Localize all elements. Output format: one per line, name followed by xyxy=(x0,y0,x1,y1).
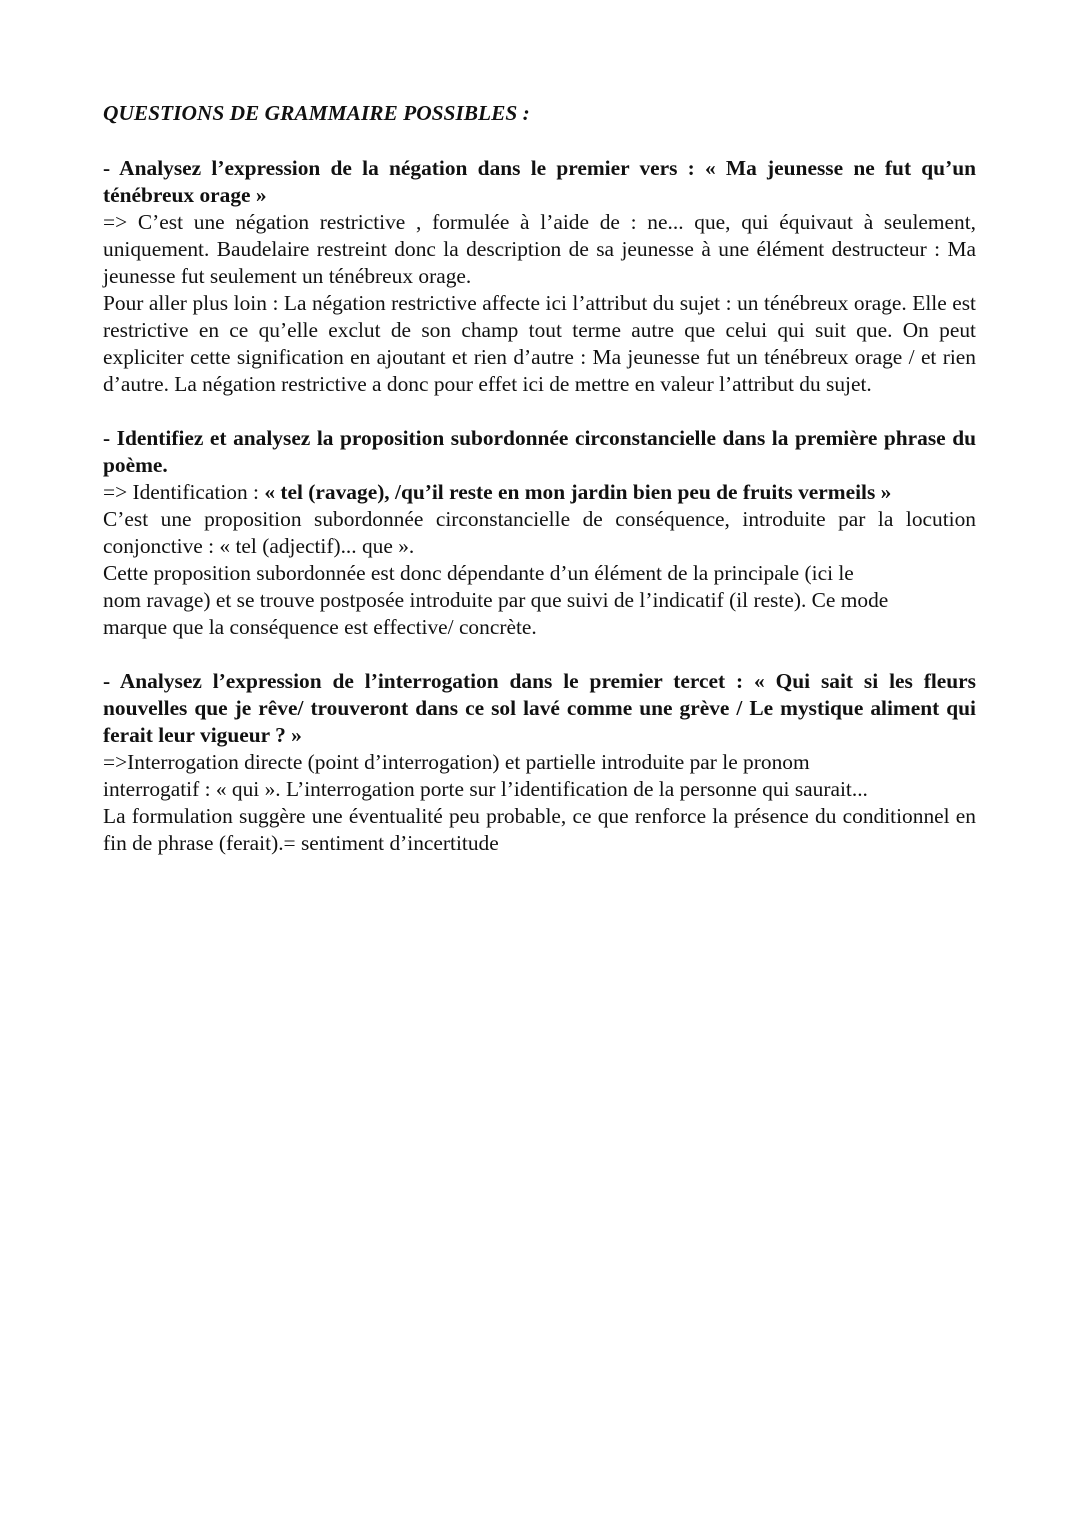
answer-paragraph: => C’est une négation restrictive , formulée à l’aide de : ne... que, qui équivaut à seulement, uniquement. Baudelaire restreint donc la description de sa jeunesse à une élément destructeur : Ma jeunesse fut seulement un ténébreux orage. xyxy=(103,210,976,288)
answer-line: Cette proposition subordonnée est donc dépendante d’un élément de la principale (ici le xyxy=(103,561,854,585)
answer-paragraph: La formulation suggère une éventualité peu probable, ce que renforce la présence du conditionnel en fin de phrase (ferait).= sentiment d’incertitude xyxy=(103,804,976,855)
identification-line xyxy=(103,479,976,506)
answer-line: nom ravage) et se trouve postposée introduite par que suivi de l’indicatif (il reste). Ce mode xyxy=(103,588,889,612)
answer-line: =>Interrogation directe (point d’interrogation) et partielle introduite par le pronom xyxy=(103,750,810,774)
answer-paragraph: C’est une proposition subordonnée circonstancielle de conséquence, introduite par la locution conjonctive : « tel (adjectif)... que ». xyxy=(103,507,976,558)
identification-value: « tel (ravage), /qu’il reste en mon jardin bien peu de fruits vermeils » xyxy=(264,480,892,504)
document-title: QUESTIONS DE GRAMMAIRE POSSIBLES : xyxy=(103,101,530,125)
answer-line: interrogatif : « qui ». L’interrogation porte sur l’identification de la personne qui saurait... xyxy=(103,777,868,801)
question-heading: - Analysez l’expression de la négation dans le premier vers : « Ma jeunesse ne fut qu’un ténébreux orage » xyxy=(103,156,976,207)
question-heading: - Identifiez et analysez la proposition subordonnée circonstancielle dans la première phrase du poème. xyxy=(103,426,976,477)
identification-label: => Identification : xyxy=(103,480,265,504)
question-heading: - Analysez l’expression de l’interrogation dans le premier tercet : « Qui sait si les fleurs nouvelles que je rêve/ trouveront dans ce sol lavé comme une grève / Le mystique aliment qui ferait leur vigueur ? » xyxy=(103,669,976,747)
question-section-negation xyxy=(103,155,976,398)
answer-paragraph: Pour aller plus loin : La négation restrictive affecte ici l’attribut du sujet : un ténébreux orage. Elle est restrictive en ce qu’elle exclut de son champ tout terme autre que celui qui suit que. On peut expliciter cette signification en ajoutant et rien d’autre : Ma jeunesse fut un ténébreux orage / et rien d’autre. La négation restrictive a donc pour effet ici de mettre en valeur l’attribut du sujet. xyxy=(103,291,976,396)
answer-line: marque que la conséquence est effective/ concrète. xyxy=(103,615,537,639)
document-page xyxy=(103,100,976,884)
question-section-interrogation xyxy=(103,668,976,857)
question-section-subordonnee xyxy=(103,425,976,641)
